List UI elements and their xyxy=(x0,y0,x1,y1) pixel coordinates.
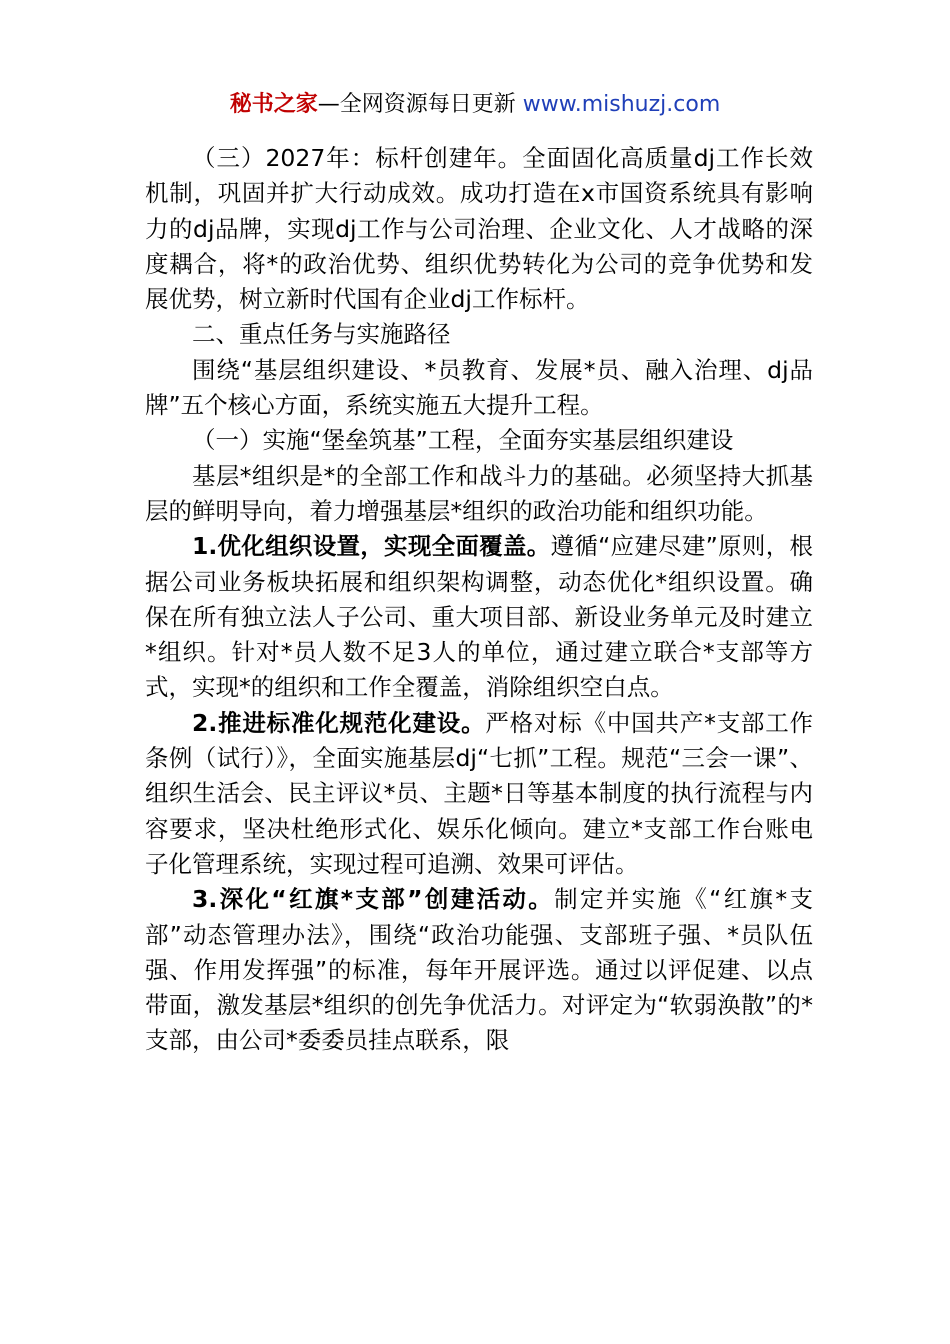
item-1-optimize-organization xyxy=(145,529,813,705)
item-2-lead: 2.推进标准化规范化建设。 xyxy=(192,708,486,737)
site-url-link[interactable]: www.mishuzj.com xyxy=(522,92,721,117)
item-1-body: 遵循“应建尽建”原则，根据公司业务板块拓展和组织架构调整，动态优化*组织设置。确保在所有独立法人子公司、重大项目部、新设业务单元及时建立*组织。针对*员人数不足3人的单位，通过建立联合*支部等方式，实现*的组织和工作全覆盖，消除组织空白点。 xyxy=(145,532,813,702)
site-name: 秘书之家 xyxy=(229,92,318,117)
section-heading-key-tasks: 二、重点任务与实施路径 xyxy=(192,320,451,349)
page-header xyxy=(0,88,950,122)
document-body xyxy=(145,141,813,1059)
item-3-red-flag-branch xyxy=(145,882,813,1058)
item-3-lead: 3.深化“红旗*支部”创建活动。 xyxy=(192,885,555,914)
paragraph-grassroots-basis: 基层*组织是*的全部工作和战斗力的基础。必须坚持大抓基层的鲜明导向，着力增强基层*组织的政治功能和组织功能。 xyxy=(145,461,813,525)
item-2-body: 严格对标《中国共产*支部工作条例（试行）》，全面实施基层dj“七抓”工程。规范“三会一课”、组织生活会、民主评议*员、主题*日等基本制度的执行流程与内容要求，坚决杜绝形式化、娱乐化倾向。建立*支部工作台账电子化管理系统，实现过程可追溯、效果可评估。 xyxy=(145,708,814,878)
paragraph-five-projects: 围绕“基层组织建设、*员教育、发展*员、融入治理、dj品牌”五个核心方面，系统实施五大提升工程。 xyxy=(145,355,813,420)
item-2-standardization xyxy=(145,706,813,882)
subheading-fortress-project: （一）实施“堡垒筑基”工程，全面夯实基层组织建设 xyxy=(192,426,734,455)
item-1-lead: 1.优化组织设置，实现全面覆盖。 xyxy=(192,532,551,561)
paragraph-2027-goal: （三）2027年：标杆创建年。全面固化高质量dj工作长效机制，巩固并扩大行动成效。成功打造在x市国资系统具有影响力的dj品牌，实现dj工作与公司治理、企业文化、人才战略的深度耦合，将*的政治优势、组织优势转化为公司的竞争优势和发展优势，树立新时代国有企业dj工作标杆。 xyxy=(145,144,813,314)
header-tagline: —全网资源每日更新 xyxy=(317,92,523,117)
item-3-body: 制定并实施《“红旗*支部”动态管理办法》，围绕“政治功能强、支部班子强、*员队伍强、作用发挥强”的标准，每年开展评选。通过以评促建、以点带面，激发基层*组织的创先争优活力。对评定为“软弱涣散”的*支部，由公司*委委员挂点联系，限 xyxy=(145,885,813,1055)
